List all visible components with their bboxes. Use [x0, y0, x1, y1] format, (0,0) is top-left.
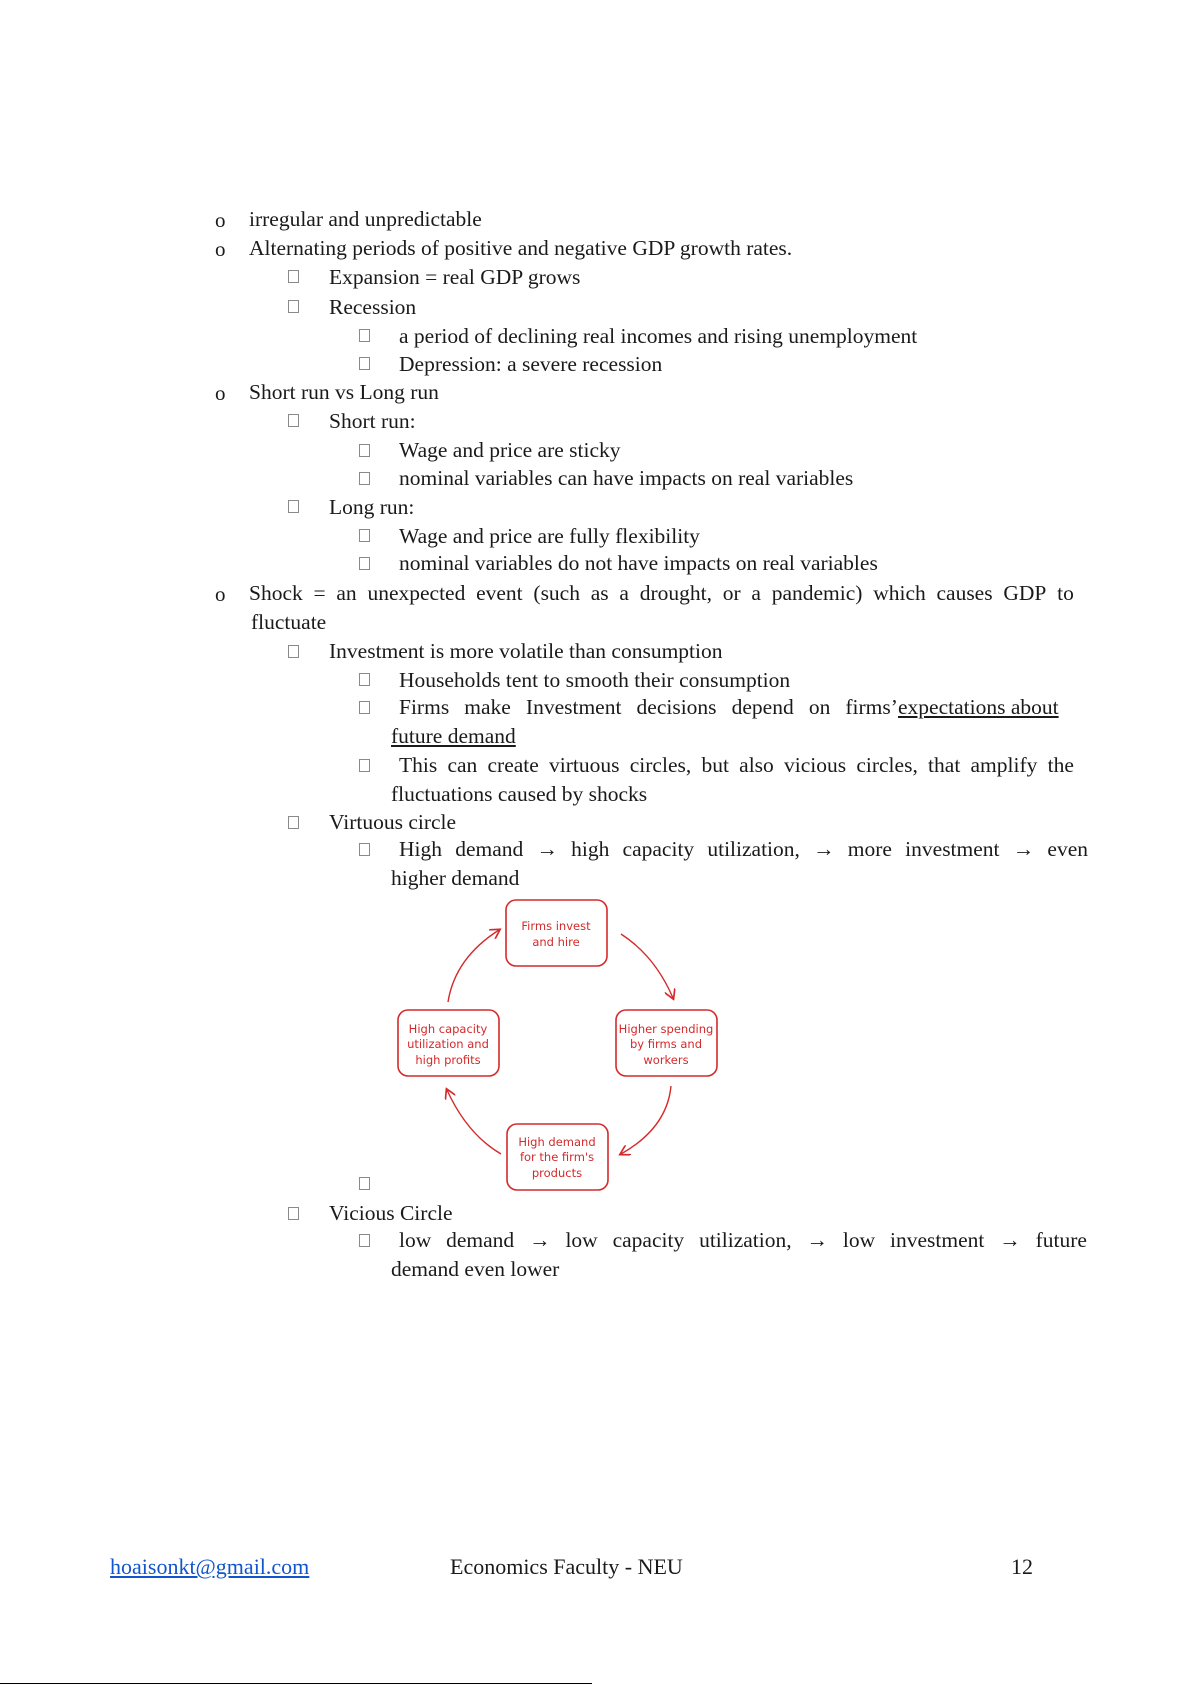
- word: a: [619, 581, 629, 605]
- bullet-text: Short run vs Long run: [249, 380, 439, 404]
- word: or: [722, 581, 741, 605]
- word: that: [928, 753, 961, 777]
- word: →: [529, 1228, 551, 1252]
- page-bottom-rule: [0, 1683, 592, 1684]
- word: investment: [890, 1228, 985, 1252]
- word: demand: [455, 837, 524, 861]
- word: unexpected: [367, 581, 466, 605]
- bullet-text: Virtuous circle: [329, 810, 457, 834]
- word: capacity: [612, 1228, 685, 1252]
- word: =: [313, 581, 326, 605]
- missing-glyph-box: [359, 357, 370, 370]
- missing-glyph-box: [288, 270, 299, 283]
- word: an: [336, 581, 357, 605]
- missing-glyph-box: [359, 843, 370, 856]
- bullet-text-continuation: fluctuations caused by shocks: [391, 782, 648, 806]
- word: →: [999, 1228, 1021, 1252]
- word: This: [399, 753, 438, 777]
- missing-glyph-box: [288, 500, 299, 513]
- word: capacity: [622, 837, 695, 861]
- bullet-o: o: [215, 208, 226, 232]
- word: virtuous: [549, 753, 620, 777]
- node-text: Firms invest: [521, 919, 591, 933]
- cycle-arrow: [448, 930, 499, 1002]
- bullet-text: Vicious Circle: [329, 1201, 453, 1225]
- bullet-text: Expansion = real GDP grows: [329, 265, 581, 289]
- word: circles,: [629, 753, 692, 777]
- missing-glyph-box: [359, 701, 370, 714]
- bullet-text: Households tent to smooth their consumption: [399, 668, 791, 692]
- word: →: [536, 837, 558, 861]
- node-text: products: [531, 1166, 583, 1180]
- underlined-text: future demand: [391, 724, 516, 748]
- word: create: [487, 753, 539, 777]
- word: Shock: [249, 581, 303, 605]
- bullet-text-justified: [249, 583, 1074, 605]
- cycle-arrow: [447, 1090, 501, 1154]
- word: investment: [905, 837, 1000, 861]
- word: make: [464, 695, 511, 719]
- word: to: [1057, 581, 1074, 605]
- word: firms’: [845, 695, 898, 719]
- word: pandemic): [771, 581, 863, 605]
- word: utilization,: [699, 1228, 792, 1252]
- bullet-o: o: [215, 381, 226, 405]
- word: can: [447, 753, 478, 777]
- word: high: [571, 837, 610, 861]
- node-text: workers: [643, 1053, 689, 1067]
- node-text: for the firm's: [519, 1150, 595, 1164]
- word: which: [873, 581, 926, 605]
- word: (such: [533, 581, 580, 605]
- word: circles,: [856, 753, 918, 777]
- missing-glyph-box: [359, 759, 370, 772]
- missing-glyph-box: [288, 645, 299, 658]
- word: as: [590, 581, 609, 605]
- word: Firms: [399, 695, 450, 719]
- missing-glyph-box: [359, 329, 370, 342]
- word: drought,: [639, 581, 712, 605]
- word: future: [1035, 1228, 1087, 1252]
- word: depend: [731, 695, 794, 719]
- word: High: [399, 837, 442, 861]
- bullet-text-continuation: higher demand: [391, 866, 520, 890]
- missing-glyph-box: [288, 816, 299, 829]
- word: decisions: [636, 695, 717, 719]
- missing-glyph-box: [288, 414, 299, 427]
- bullet-text: Wage and price are sticky: [399, 438, 621, 462]
- missing-glyph-box: [288, 1207, 299, 1220]
- word: event: [476, 581, 523, 605]
- footer-email-link[interactable]: hoaisonkt@gmail.com: [110, 1554, 310, 1579]
- word: low: [565, 1228, 598, 1252]
- word: low: [399, 1228, 432, 1252]
- word: vicious: [784, 753, 847, 777]
- word: more: [847, 837, 892, 861]
- word: amplify: [970, 753, 1038, 777]
- bullet-text-continuation: demand even lower: [391, 1257, 560, 1281]
- missing-glyph-box: [359, 444, 370, 457]
- bullet-text: irregular and unpredictable: [249, 207, 482, 231]
- missing-glyph-box: [359, 673, 370, 686]
- node-text: High capacity: [408, 1022, 488, 1036]
- node-text: and hire: [532, 935, 580, 949]
- virtuous-circle-diagram: [395, 898, 725, 1194]
- page-number: 12: [1011, 1554, 1033, 1579]
- bullet-text: Recession: [329, 295, 417, 319]
- word: demand: [446, 1228, 515, 1252]
- underlined-text: expectations about: [898, 695, 1059, 719]
- footer-center-text: Economics Faculty - NEU: [450, 1554, 683, 1579]
- missing-glyph-box: [359, 529, 370, 542]
- bullet-text-justified: [399, 839, 1088, 861]
- word: also: [739, 753, 774, 777]
- word: but: [701, 753, 729, 777]
- word: Investment: [525, 695, 622, 719]
- node-text: high profits: [415, 1053, 481, 1067]
- word: →: [1012, 837, 1035, 861]
- word: the: [1047, 753, 1074, 777]
- bullet-text: nominal variables do not have impacts on real variables: [399, 551, 878, 575]
- bullet-text: Investment is more volatile than consumption: [329, 639, 723, 663]
- missing-glyph-box: [359, 1177, 370, 1190]
- bullet-text: Wage and price are fully flexibility: [399, 524, 700, 548]
- bullet-o: o: [215, 237, 226, 261]
- word: on: [808, 695, 831, 719]
- word: →: [813, 837, 835, 861]
- bullet-text: nominal variables can have impacts on real variables: [399, 466, 854, 490]
- bullet-text-continuation: fluctuate: [251, 610, 327, 634]
- word: a: [751, 581, 761, 605]
- bullet-o: o: [215, 582, 226, 606]
- bullet-text-justified: [399, 697, 898, 719]
- cycle-arrow: [621, 1086, 671, 1154]
- bullet-text-justified: [399, 1230, 1087, 1252]
- word: even: [1047, 837, 1088, 861]
- node-text: utilization and: [407, 1037, 489, 1051]
- cycle-node-firms-invest: [506, 900, 607, 966]
- node-text: by firms and: [629, 1037, 703, 1051]
- bullet-text: Alternating periods of positive and negative GDP growth rates.: [249, 236, 793, 260]
- word: causes: [936, 581, 993, 605]
- bullet-text: a period of declining real incomes and rising unemployment: [399, 324, 918, 348]
- node-text: High demand: [518, 1135, 596, 1149]
- missing-glyph-box: [288, 300, 299, 313]
- node-text: Higher spending: [618, 1022, 714, 1036]
- bullet-text: Long run:: [329, 495, 415, 519]
- cycle-arrow: [621, 934, 673, 998]
- word: utilization,: [707, 837, 800, 861]
- bullet-text: Depression: a severe recession: [399, 352, 663, 376]
- missing-glyph-box: [359, 557, 370, 570]
- bullet-text: Short run:: [329, 409, 416, 433]
- missing-glyph-box: [359, 472, 370, 485]
- word: low: [842, 1228, 876, 1252]
- word: →: [806, 1228, 828, 1252]
- bullet-text-justified: [399, 755, 1074, 777]
- missing-glyph-box: [359, 1234, 370, 1247]
- word: GDP: [1003, 581, 1047, 605]
